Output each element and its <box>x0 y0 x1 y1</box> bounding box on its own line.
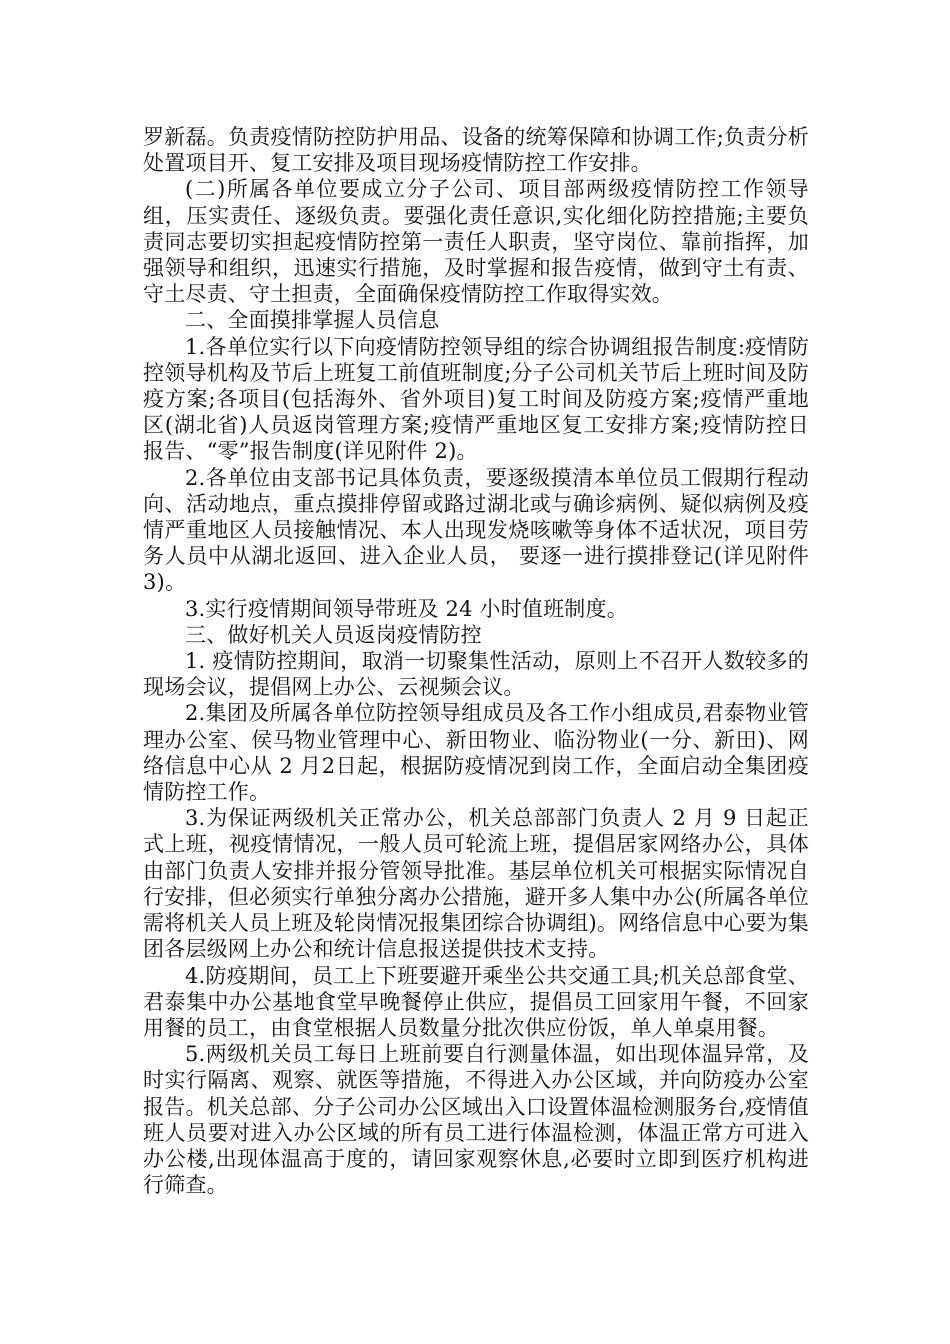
paragraph-item-2-1: 1.各单位实行以下向疫情防控领导组的综合协调组报告制度:疫情防控领导机构及节后上班复工前值班制度;分子公司机关节后上班时间及防疫方案;各项目(包括海外、省外项目)复工时间及防疫方案;疫情严重地区(湖北省)人员返岗管理方案;疫情严重地区复工安排方案;疫情防控日报告、“零”报告制度(详见附件 2)。 <box>143 334 809 464</box>
paragraph-item-2-2: 2.各单位由支部书记具体负责，要逐级摸清本单位员工假期行程动向、活动地点，重点摸排停留或路过湖北或与确诊病例、疑似病例及疫情严重地区人员接触情况、本人出现发烧咳嗽等身体不适状况，项目劳务人员中从湖北返回、进入企业人员， 要逐一进行摸排登记(详见附件 3)。 <box>143 465 809 595</box>
paragraph-item-3-3: 3.为保证两级机关正常办公，机关总部部门负责人 2 月 9 日起正式上班，视疫情情况，一般人员可轮流上班，提倡居家网络办公，具体由部门负责人安排并报分管领导批准。基层单位机关可根据实际情况自行安排，但必须实行单独分离办公措施，避开多人集中办公(所属各单位需将机关人员上班及轮岗情况报集团综合协调组)。网络信息中心要为集团各层级网上办公和统计信息报送提供技术支持。 <box>143 806 809 962</box>
document-page <box>143 124 809 1198</box>
paragraph-item-3-5: 5.两级机关员工每日上班前要自行测量体温，如出现体温异常，及时实行隔离、观察、就医等措施，不得进入办公区域，并向防疫办公室报告。机关总部、分子公司办公区域出入口设置体温检测服务台,疫情值班人员要对进入办公区域的所有员工进行体温检测，体温正常方可进入办公楼,出现体温高于度的，请回家观察休息,必要时立即到医疗机构进行筛查。 <box>143 1042 809 1198</box>
paragraph-item-2-3: 3.实行疫情期间领导带班及 24 小时值班制度。 <box>185 596 628 621</box>
paragraph-continuation: 罗新磊。负责疫情防控防护用品、设备的统筹保障和协调工作;负责分析处置项目开、复工安排及项目现场疫情防控工作安排。 <box>143 125 809 176</box>
paragraph-item-3-1: 1. 疫情防控期间，取消一切聚集性活动，原则上不召开人数较多的现场会议，提倡网上办公、云视频会议。 <box>143 649 809 700</box>
section-heading-3: 三、做好机关人员返岗疫情防控 <box>185 622 482 647</box>
paragraph-leadership-group: (二)所属各单位要成立分子公司、项目部两级疫情防控工作领导组，压实责任、逐级负责。要强化责任意识,实化细化防控措施;主要负责同志要切实担起疫情防控第一责任人职责，坚守岗位、靠前指挥，加强领导和组织，迅速实行措施，及时掌握和报告疫情，做到守土有责、守土尽责、守土担责，全面确保疫情防控工作取得实效。 <box>143 177 809 307</box>
paragraph-item-3-4: 4.防疫期间，员工上下班要避开乘坐公共交通工具;机关总部食堂、君泰集中办公基地食堂早晚餐停止供应，提倡员工回家用午餐，不回家用餐的员工，由食堂根据人员数量分批次供应份饭，单人单桌用餐。 <box>143 963 809 1040</box>
paragraph-item-3-2: 2.集团及所属各单位防控领导组成员及各工作小组成员,君泰物业管理办公室、侯马物业管理中心、新田物业、临汾物业(一分、新田)、网络信息中心从 2 月2日起，根据防疫情况到岗工作，全面启动全集团疫情防控工作。 <box>143 701 809 805</box>
section-heading-2: 二、全面摸排掌握人员信息 <box>185 308 440 333</box>
